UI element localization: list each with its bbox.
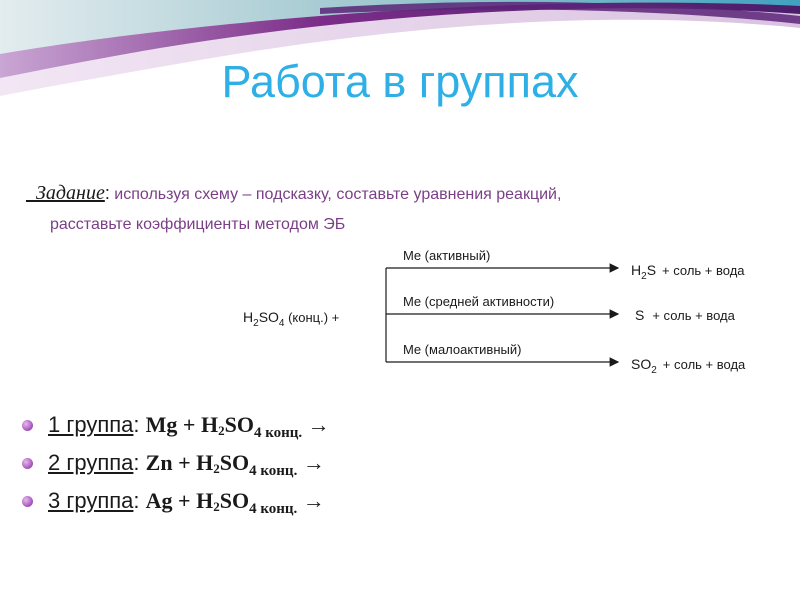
task-colon: : <box>104 183 110 203</box>
task-label: Задание <box>36 182 105 204</box>
group-label: 3 группа <box>48 488 134 513</box>
group-item-3: 3 группа: $Ag + H2SO_{4 конц.}$ → <box>22 482 782 520</box>
task-block <box>26 178 786 240</box>
group-item-1: 1 группа: $Mg + H2SO_{4 конц.}$ → <box>22 406 782 444</box>
group-label: 1 группа <box>48 412 134 437</box>
scheme-metal-3: Me (малоактивный) <box>403 342 522 357</box>
scheme-metal-2: Me (средней активности) <box>403 294 555 309</box>
bullet-icon <box>22 496 33 507</box>
group-label: 2 группа <box>48 450 134 475</box>
group-list <box>22 406 782 520</box>
scheme-reagent: $H_2SO_4$ (конц.) + <box>243 309 340 329</box>
scheme-metal-1: Me (активный) <box>403 248 491 263</box>
scheme-product-3: $SO_2$ + соль + вода <box>631 356 746 376</box>
bullet-icon <box>22 458 33 469</box>
group-item-2: 2 группа: $Zn + H2SO_{4 конц.}$ → <box>22 444 782 482</box>
bullet-icon <box>22 420 33 431</box>
scheme-product-1: $H_2S$ + соль + вода <box>631 262 745 282</box>
scheme-product-2: S + соль + вода <box>635 307 735 323</box>
slide-title: Работа в группах <box>221 56 579 107</box>
group-equation: $Ag + H2SO_{4 конц.}$ → <box>145 488 325 517</box>
group-equation: $Mg + H2SO_{4 конц.}$ → <box>145 412 330 441</box>
group-equation: $Zn + H2SO_{4 конц.}$ → <box>145 450 325 479</box>
task-text-line1: используя схему – подсказку, составьте уравнения реакций, <box>114 186 562 203</box>
task-text-line2: расставьте коэффициенты методом ЭБ <box>50 216 346 233</box>
